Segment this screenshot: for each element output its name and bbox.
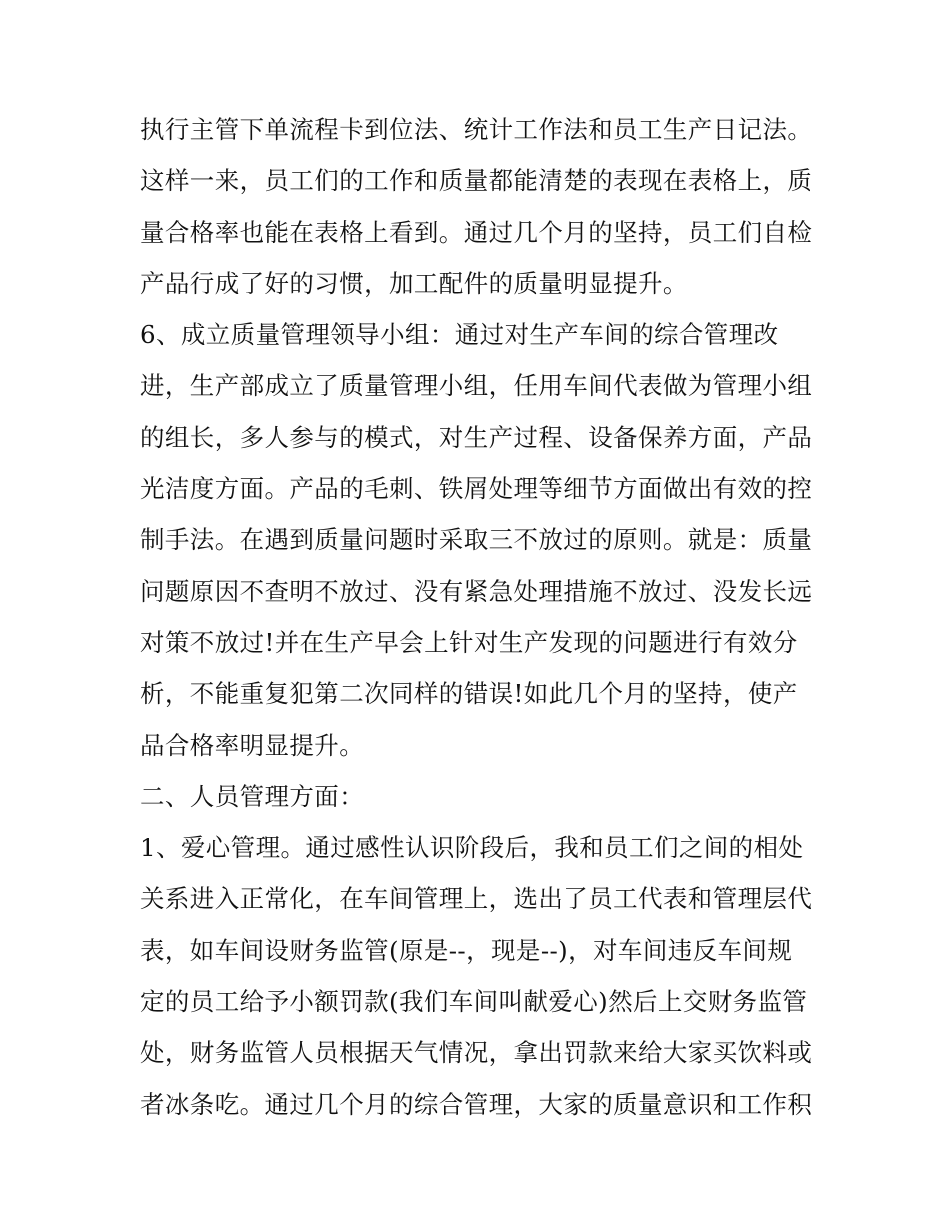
text-line: 问题原因不查明不放过、没有紧急处理措施不放过、没发长远 bbox=[140, 576, 813, 606]
text-line: 进，生产部成立了质量管理小组，任用车间代表做为管理小组 bbox=[140, 371, 813, 401]
text-line: 这样一来，员工们的工作和质量都能清楚的表现在表格上，质 bbox=[140, 166, 813, 196]
body-text bbox=[140, 104, 820, 1130]
text-line: 析，不能重复犯第二次同样的错误!如此几个月的坚持，使产 bbox=[140, 679, 798, 709]
text-line: 对策不放过!并在生产早会上针对生产发现的问题进行有效分 bbox=[140, 627, 798, 657]
text-line: 者冰条吃。通过几个月的综合管理，大家的质量意识和工作积 bbox=[140, 1089, 813, 1119]
text-line: 执行主管下单流程卡到位法、统计工作法和员工生产日记法。 bbox=[140, 115, 813, 144]
section-heading: 二、人员管理方面： bbox=[140, 781, 365, 811]
text-line: 品合格率明显提升。 bbox=[140, 730, 365, 760]
section-item-6-line: 6、成立质量管理领导小组：通过对生产车间的综合管理改 bbox=[140, 320, 779, 350]
text-line: 定的员工给予小额罚款(我们车间叫献爱心)然后上交财务监管 bbox=[140, 987, 808, 1017]
text-line: 制手法。在遇到质量问题时采取三不放过的原则。就是：质量 bbox=[140, 525, 813, 555]
text-line: 量合格率也能在表格上看到。通过几个月的坚持，员工们自检 bbox=[140, 217, 813, 247]
text-line: 产品行成了好的习惯，加工配件的质量明显提升。 bbox=[140, 268, 688, 298]
text-line: 关系进入正常化，在车间管理上，选出了员工代表和管理层代 bbox=[140, 884, 813, 914]
section-item-1-line: 1、爱心管理。通过感性认识阶段后，我和员工们之间的相处 bbox=[140, 833, 804, 863]
text-line: 光洁度方面。产品的毛刺、铁屑处理等细节方面做出有效的控 bbox=[140, 474, 813, 504]
text-line: 的组长，多人参与的模式，对生产过程、设备保养方面，产品 bbox=[140, 422, 813, 452]
text-line: 处，财务监管人员根据天气情况，拿出罚款来给大家买饮料或 bbox=[140, 1038, 813, 1068]
text-line: 表，如车间设财务监管(原是--，现是--)，对车间违反车间规 bbox=[140, 935, 793, 965]
